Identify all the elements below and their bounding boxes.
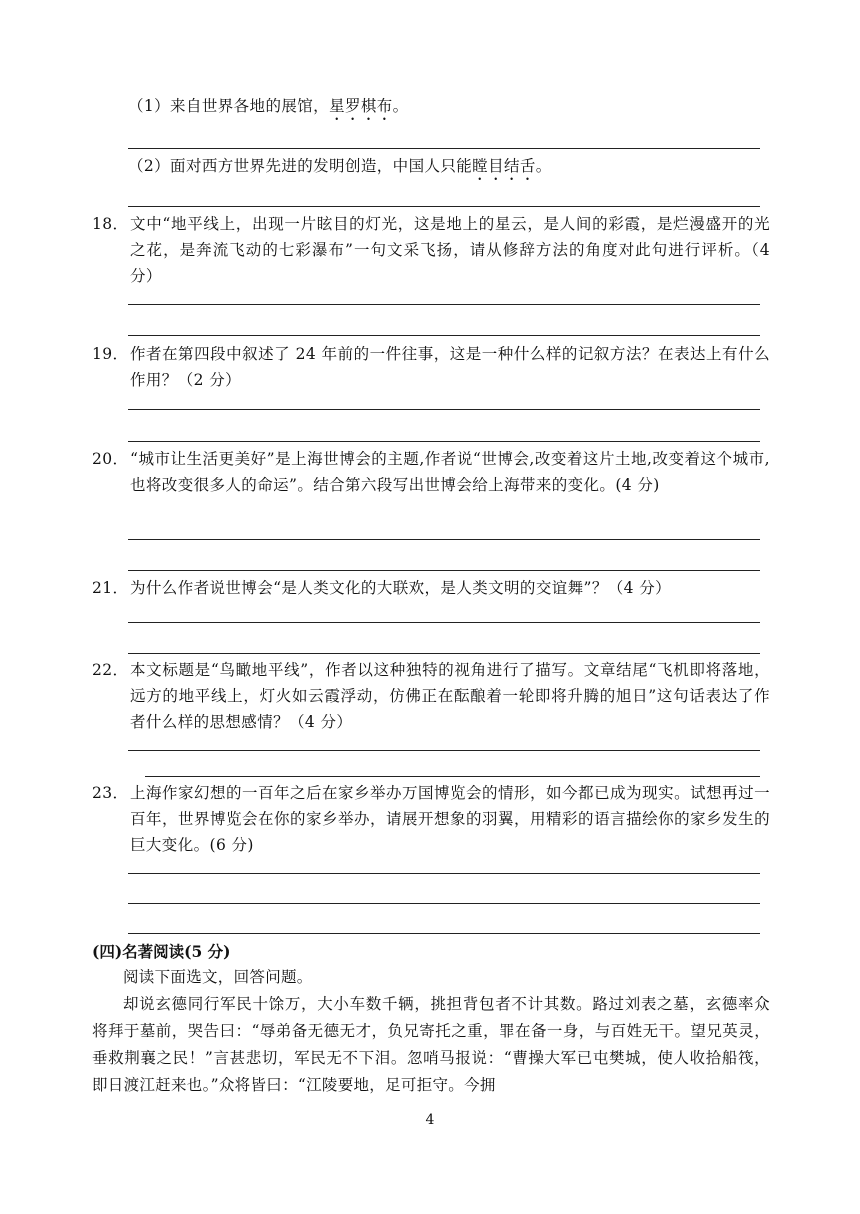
answer-line[interactable] (128, 750, 760, 751)
answer-line[interactable] (128, 304, 760, 305)
question-number: 20． (92, 450, 129, 468)
section-title: (四)名著阅读(5 分) (92, 942, 231, 961)
answer-line[interactable] (128, 148, 760, 149)
sub-item-2-emphasis: 瞠目结舌 (472, 157, 536, 175)
section-instruction: 阅读下面选文，回答问题。 (123, 968, 313, 986)
question-text: 为什么作者说世博会“是人类文化的大联欢，是人类文明的交谊舞”？（4 分） (130, 579, 672, 597)
answer-line[interactable] (128, 570, 760, 571)
question-number: 21． (92, 579, 129, 597)
question-number: 22． (92, 661, 129, 679)
answer-line[interactable] (128, 441, 760, 442)
answer-line[interactable] (128, 409, 760, 410)
question-number: 23． (92, 784, 129, 802)
answer-line[interactable] (128, 653, 760, 654)
reading-passage: 却说玄德同行军民十馀万，大小车数千辆，挑担背包者不计其数。路过刘表之墓，玄德率众将拜于墓前，哭告曰：“辱弟备无德无才，负兄寄托之重，罪在备一身，与百姓无干。望兄英灵，垂救荆襄之民！”言甚悲切，军民无不下泪。忽哨马报说：“曹操大军已屯樊城，使人收拾船筏，即日渡江赶来也。”众将皆曰：“江陵要地，足可拒守。今拥 (92, 995, 770, 1094)
question-text: “城市让生活更美好”是上海世博会的主题,作者说“世博会,改变着这片土地,改变着这个城市,也将改变很多人的命运”。结合第六段写出世博会给上海带来的变化。(4 分) (130, 450, 770, 494)
question-text: 上海作家幻想的一百年之后在家乡举办万国博览会的情形，如今都已成为现实。试想再过一百年，世界博览会在你的家乡举办，请展开想象的羽翼，用精彩的语言描绘你的家乡发生的巨大变化。(6 分) (130, 784, 770, 854)
sub-item-1-emphasis: 星罗棋布 (329, 97, 393, 115)
answer-line[interactable] (128, 335, 760, 336)
question-number: 18． (92, 215, 129, 233)
answer-line[interactable] (128, 873, 760, 874)
question-number: 19． (92, 345, 129, 363)
question-text: 本文标题是“鸟瞰地平线”，作者以这种独特的视角进行了描写。文章结尾“飞机即将落地，远方的地平线上，灯火如云霞浮动，仿佛正在酝酿着一轮即将升腾的旭日”这句话表达了作者什么样的思想感情？（4 分） (130, 661, 770, 731)
answer-line[interactable] (128, 539, 760, 540)
sub-item-2-prefix: （2）面对西方世界先进的发明创造，中国人只能 (128, 157, 473, 175)
sub-item-2 (128, 153, 552, 184)
sub-item-1-prefix: （1）来自世界各地的展馆， (128, 97, 330, 115)
answer-line[interactable] (128, 206, 760, 207)
question-text: 文中“地平线上，出现一片眩目的灯光，这是地上的星云，是人间的彩霞，是烂漫盛开的光之花，是奔流飞动的七彩瀑布”一句文采飞扬，请从修辞方法的角度对此句进行评析。（4 分） (130, 215, 770, 285)
page-number: 4 (425, 1112, 435, 1128)
answer-line[interactable] (128, 622, 760, 623)
answer-line[interactable] (145, 776, 760, 777)
sub-item-2-suffix: 。 (535, 157, 552, 175)
sub-item-1 (128, 93, 409, 124)
sub-item-1-suffix: 。 (392, 97, 409, 115)
answer-line[interactable] (128, 933, 760, 934)
question-text: 作者在第四段中叙述了 24 年前的一件往事，这是一种什么样的记叙方法？在表达上有什么作用？（2 分） (130, 345, 770, 389)
answer-line[interactable] (128, 903, 760, 904)
